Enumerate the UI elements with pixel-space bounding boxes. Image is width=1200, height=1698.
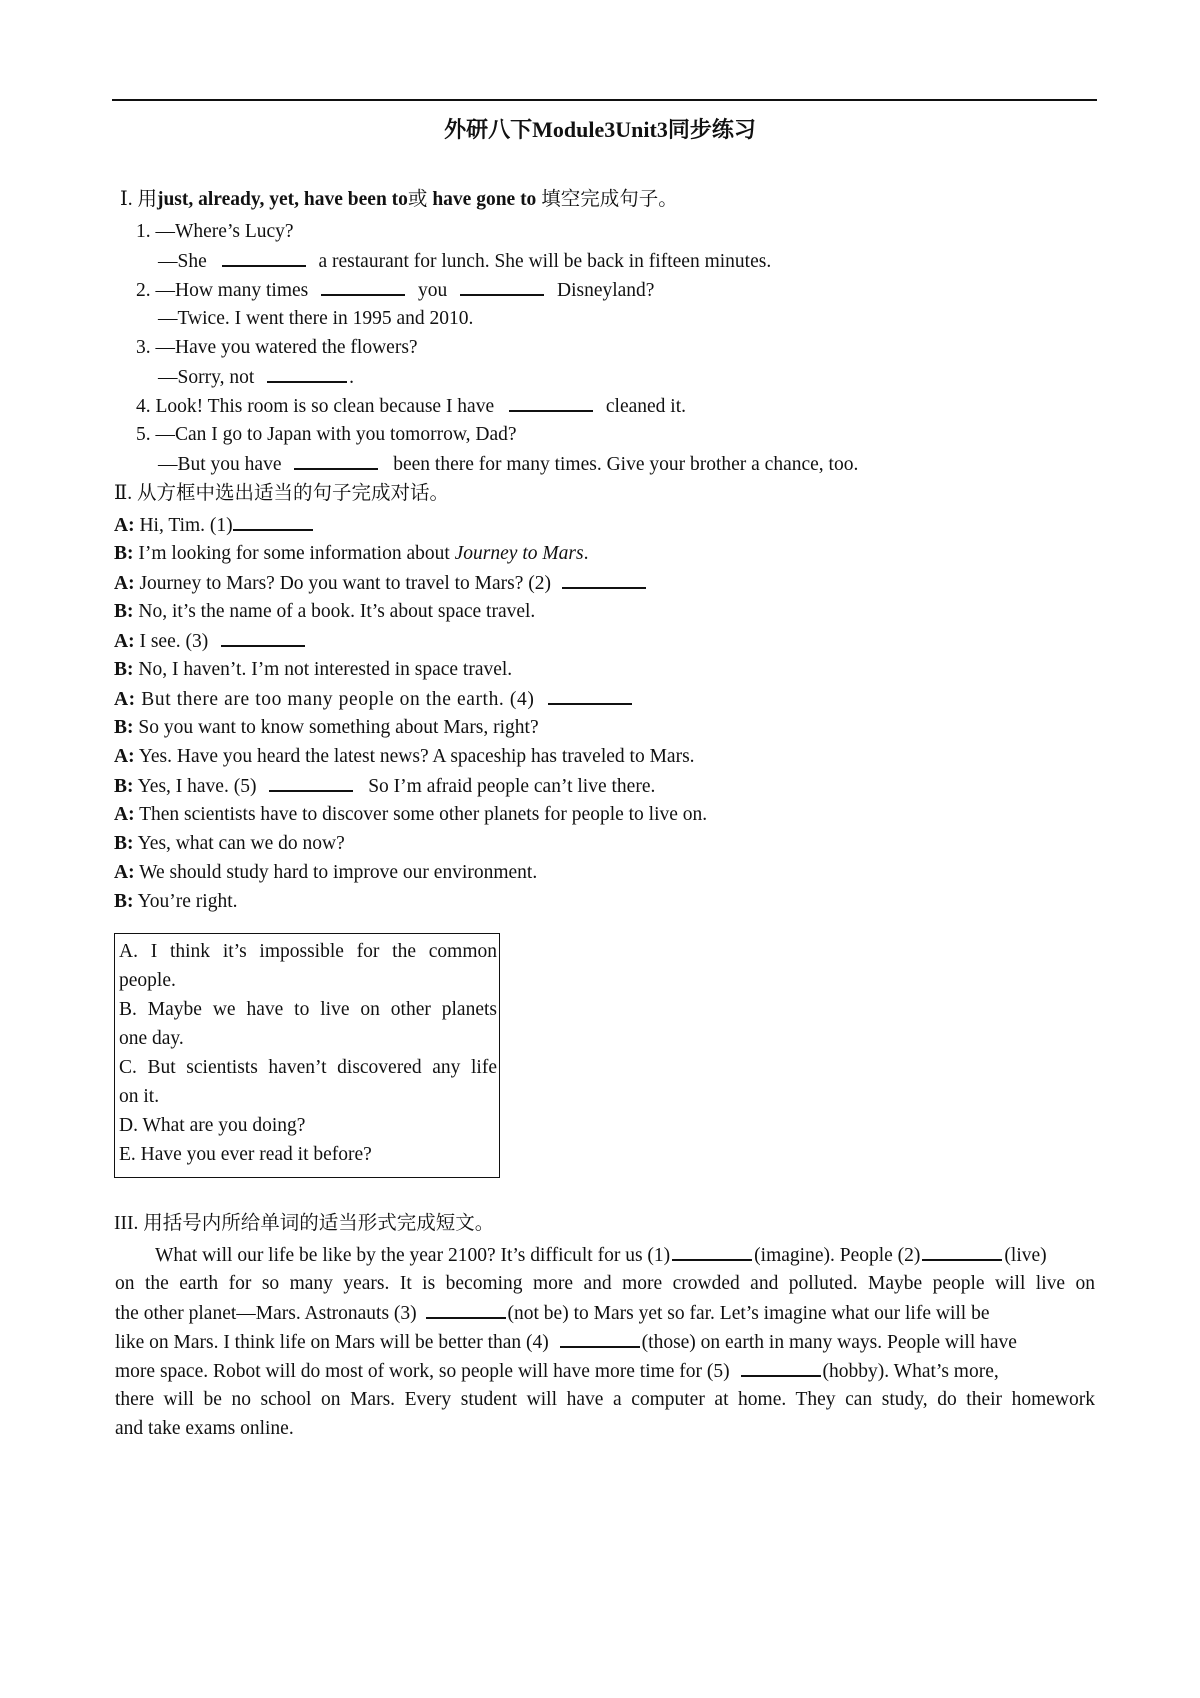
- dialogue-line-7: [114, 686, 636, 713]
- passage-text: (imagine). People (2): [754, 1245, 921, 1266]
- passage-text: the other planet—Mars. Astronauts (3): [115, 1303, 417, 1324]
- option-b-line1: B. Maybe we have to live on other planets: [119, 999, 497, 1020]
- speaker-label: B:: [114, 776, 134, 797]
- dialogue-text: Yes, I have. (5): [137, 776, 257, 797]
- dialogue-line-12: [114, 831, 345, 857]
- speaker-label: A:: [114, 804, 135, 825]
- speaker-label: A:: [114, 746, 135, 767]
- passage-line-6: there will be no school on Mars. Every student will have a computer at home. They can study, do their homework: [115, 1389, 1095, 1410]
- dialogue-text: Then scientists have to discover some other planets for people to live on.: [139, 804, 708, 825]
- q3-answer: [158, 364, 354, 391]
- passage-text: (not be) to Mars yet so far. Let’s imagine what our life will be: [507, 1303, 990, 1324]
- passage-line-7: and take exams online.: [115, 1418, 294, 1439]
- speaker-label: A:: [114, 862, 135, 883]
- passage-blank-4[interactable]: [560, 1329, 640, 1348]
- passage-blank-3[interactable]: [426, 1300, 506, 1319]
- dialogue-blank-5[interactable]: [269, 773, 353, 792]
- q3-answer-pre: —Sorry, not: [158, 367, 255, 388]
- section1-heading-prefix: Ⅰ. 用: [120, 189, 157, 210]
- q2-answer: —Twice. I went there in 1995 and 2010.: [158, 308, 474, 329]
- speaker-label: B:: [114, 833, 134, 854]
- q2-blank-1[interactable]: [321, 277, 405, 296]
- q2-question: [136, 277, 654, 304]
- speaker-label: B:: [114, 601, 134, 622]
- section3-heading: III. 用括号内所给单词的适当形式完成短文。: [114, 1213, 495, 1234]
- section1-heading-mid: 或: [407, 189, 433, 210]
- dialogue-text: I’m looking for some information about: [138, 543, 455, 564]
- option-d: D. What are you doing?: [119, 1115, 306, 1136]
- page-title: 外研八下Module3Unit3同步练习: [444, 117, 756, 142]
- speaker-label: A:: [114, 689, 136, 710]
- section2-heading: Ⅱ. 从方框中选出适当的句子完成对话。: [114, 483, 450, 504]
- q4-pre: 4. Look! This room is so clean because I have: [136, 396, 495, 417]
- dialogue-line-6: [114, 657, 512, 683]
- section1-heading-bold2: have gone to: [432, 189, 537, 210]
- passage-blank-5[interactable]: [741, 1358, 821, 1377]
- dialogue-blank-2[interactable]: [562, 570, 646, 589]
- option-a-line1: A. I think it’s impossible for the common: [119, 941, 497, 962]
- q5-blank[interactable]: [294, 451, 378, 470]
- speaker-label: A:: [114, 515, 135, 536]
- dialogue-line-5: [114, 628, 309, 655]
- dialogue-text: We should study hard to improve our environment.: [139, 862, 538, 883]
- dialogue-blank-3[interactable]: [221, 628, 305, 647]
- passage-line-5: [115, 1358, 1095, 1385]
- passage-text: (live): [1004, 1245, 1047, 1266]
- dialogue-line-2: [114, 541, 588, 567]
- q3-answer-post: .: [349, 367, 354, 388]
- dialogue-text: So you want to know something about Mars, right?: [138, 717, 539, 738]
- dialogue-line-11: [114, 802, 707, 828]
- option-a-line2: people.: [119, 970, 176, 991]
- passage-line-4: [115, 1329, 1095, 1356]
- option-c-line1: C. But scientists haven’t discovered any life: [119, 1057, 497, 1078]
- passage-text: What will our life be like by the year 2100? It’s difficult for us (1): [155, 1245, 671, 1266]
- q5-answer: [158, 451, 858, 478]
- section1-heading: [120, 187, 678, 213]
- q1-answer-pre: —She: [158, 251, 207, 272]
- q2-blank-2[interactable]: [460, 277, 544, 296]
- passage-text: like on Mars. I think life on Mars will be better than (4): [115, 1332, 549, 1353]
- q1-question: 1. —Where’s Lucy?: [136, 221, 294, 242]
- q2-question-mid: you: [417, 280, 448, 301]
- passage-line-3: [115, 1300, 1095, 1327]
- dialogue-line-10: [114, 773, 655, 800]
- speaker-label: A:: [114, 573, 135, 594]
- dialogue-line-4: [114, 599, 535, 625]
- header-rule: [112, 99, 1097, 101]
- dialogue-line-13: [114, 860, 537, 886]
- q1-answer-post: a restaurant for lunch. She will be back in fifteen minutes.: [318, 251, 772, 272]
- dialogue-line-1: [114, 512, 315, 539]
- passage-line-1: [155, 1242, 1095, 1269]
- section1-heading-bold1: just, already, yet, have been to: [156, 189, 408, 210]
- dialogue-text: Yes, what can we do now?: [137, 833, 345, 854]
- dialogue-text: Hi, Tim. (1): [139, 515, 233, 536]
- dialogue-text-tail: .: [583, 543, 589, 564]
- section1-heading-suffix: 填空完成句子。: [536, 189, 678, 210]
- q1-answer: [158, 248, 771, 275]
- q5-answer-post: been there for many times. Give your brother a chance, too.: [393, 454, 859, 475]
- q5-question: 5. —Can I go to Japan with you tomorrow, Dad?: [136, 424, 517, 445]
- speaker-label: A:: [114, 631, 135, 652]
- option-c-line2: on it.: [119, 1086, 160, 1107]
- passage-text: (those) on earth in many ways. People will have: [641, 1332, 1017, 1353]
- speaker-label: B:: [114, 659, 134, 680]
- q4-post: cleaned it.: [605, 396, 686, 417]
- dialogue-text: You’re right.: [137, 891, 238, 912]
- dialogue-text-post: So I’m afraid people can’t live there.: [368, 776, 656, 797]
- q2-question-post: Disneyland?: [556, 280, 655, 301]
- speaker-label: B:: [114, 891, 134, 912]
- dialogue-text: Journey to Mars? Do you want to travel to Mars? (2): [139, 573, 552, 594]
- option-e: E. Have you ever read it before?: [119, 1144, 372, 1165]
- option-b-line2: one day.: [119, 1028, 184, 1049]
- q4: [136, 393, 686, 420]
- dialogue-text: No, it’s the name of a book. It’s about space travel.: [138, 601, 536, 622]
- dialogue-text: I see. (3): [139, 631, 209, 652]
- dialogue-text: No, I haven’t. I’m not interested in space travel.: [138, 659, 513, 680]
- dialogue-line-3: [114, 570, 650, 597]
- dialogue-blank-1[interactable]: [233, 512, 313, 531]
- passage-blank-1[interactable]: [672, 1242, 752, 1261]
- passage-text: more space. Robot will do most of work, so people will have more time for (5): [115, 1361, 730, 1382]
- q3-question: 3. —Have you watered the flowers?: [136, 337, 418, 358]
- speaker-label: B:: [114, 717, 134, 738]
- dialogue-text: But there are too many people on the earth. (4): [141, 689, 535, 710]
- speaker-label: B:: [114, 543, 134, 564]
- q5-answer-pre: —But you have: [158, 454, 282, 475]
- book-title: Journey to Mars: [454, 543, 584, 564]
- passage-line-2: on the earth for so many years. It is becoming more and more crowded and polluted. Maybe people will live on: [115, 1273, 1095, 1294]
- options-box: [114, 933, 500, 1178]
- dialogue-line-14: [114, 889, 238, 915]
- q2-question-pre: 2. —How many times: [136, 280, 309, 301]
- q3-blank[interactable]: [267, 364, 347, 383]
- passage-blank-2[interactable]: [922, 1242, 1002, 1261]
- passage-text: (hobby). What’s more,: [822, 1361, 999, 1382]
- q1-blank[interactable]: [222, 248, 306, 267]
- q4-blank[interactable]: [509, 393, 593, 412]
- dialogue-line-9: [114, 744, 695, 770]
- dialogue-text: Yes. Have you heard the latest news? A spaceship has traveled to Mars.: [138, 746, 695, 767]
- dialogue-blank-4[interactable]: [548, 686, 632, 705]
- dialogue-line-8: [114, 715, 539, 741]
